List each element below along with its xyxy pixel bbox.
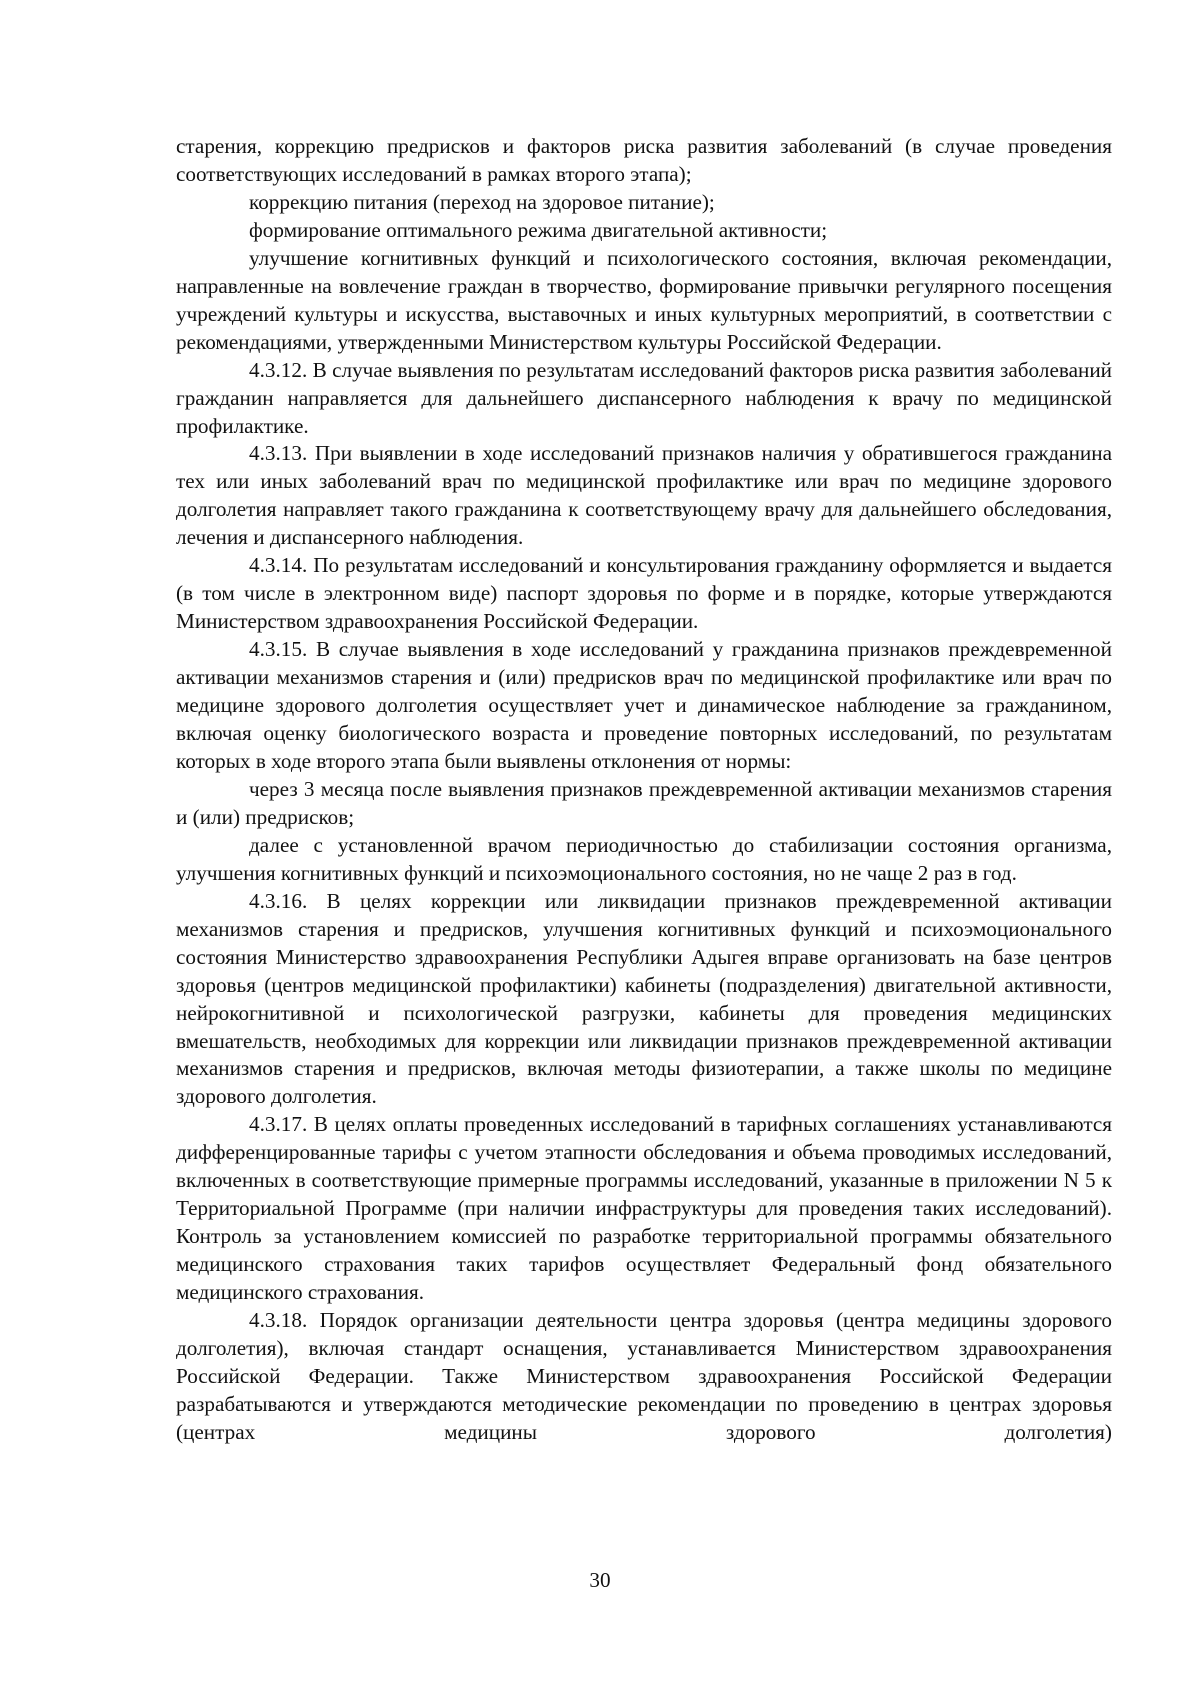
paragraph-after-3-months: через 3 месяца после выявления признаков преждевременной активации механизмов старения и (или) предрисков; [176, 776, 1112, 829]
paragraph-4-3-15: 4.3.15. В случае выявления в ходе исследований у гражданина признаков преждевременной активации механизмов старения и (или) предрисков врач по медицинской профилактике или врач по медицине здорового долголетия осуществляет учет и динамическое наблюдение за гражданином, включая оценку биологического возраста и проведение повторных исследований, по результатам которых в ходе второго этапа были выявлены отклонения от нормы: [176, 637, 1112, 773]
paragraph-4-3-17: 4.3.17. В целях оплаты проведенных исследований в тарифных соглашениях устанавливаются дифференцированные тарифы с учетом этапности обследования и объема проводимых исследований, включенных в соответствующие примерные программы исследований, указанные в приложении N 5 к Территориальной Программе (при наличии инфраструктуры для проведения таких исследований). Контроль за установлением комиссией по разработке территориальной программы обязательного медицинского страхования таких тарифов осуществляет Федеральный фонд обязательного медицинского страхования. [176, 1112, 1112, 1305]
page-number: 30 [589, 1568, 611, 1592]
paragraph-4-3-14: 4.3.14. По результатам исследований и консультирования гражданину оформляется и выдается (в том числе в электронном виде) паспорт здоровья по форме и в порядке, которые утверждаются Министерством здравоохранения Российской Федерации. [176, 553, 1112, 634]
paragraph-4-3-18: 4.3.18. Порядок организации деятельности центра здоровья (центра медицины здорового долголетия), включая стандарт оснащения, устанавливается Министерством здравоохранения Российской Федерации. Также Министерством здравоохранения Российской Федерации разрабатываются и утверждаются методические рекомендации по проведению в центрах здоровья (центрах медицины здорового долголетия) [176, 1308, 1112, 1444]
paragraph-periodic-follow-up: далее с установленной врачом периодичностью до стабилизации состояния организма, улучшения когнитивных функций и психоэмоционального состояния, но не чаще 2 раз в год. [176, 832, 1112, 885]
paragraph-4-3-16: 4.3.16. В целях коррекции или ликвидации признаков преждевременной активации механизмов старения и предрисков, улучшения когнитивных функций и психоэмоционального состояния Министерство здравоохранения Республики Адыгея вправе организовать на базе центров здоровья (центров медицинской профилактики) кабинеты (подразделения) двигательной активности, нейрокогнитивной и психологической разгрузки, кабинеты для проведения медицинских вмешательств, необходимых для коррекции или ликвидации признаков преждевременной активации механизмов старения и предрисков, включая методы физиотерапии, а также школы по медицине здорового долголетия. [176, 888, 1112, 1109]
paragraph-continuation: старения, коррекцию предрисков и факторов риска развития заболеваний (в случае проведения соответствующих исследований в рамках второго этапа); [176, 134, 1112, 186]
paragraph-4-3-12: 4.3.12. В случае выявления по результатам исследований факторов риска развития заболеваний гражданин направляется для дальнейшего диспансерного наблюдения к врачу по медицинской профилактике. [176, 357, 1112, 438]
paragraph-nutrition-correction: коррекцию питания (переход на здоровое питание); [249, 189, 715, 214]
paragraph-motor-activity: формирование оптимального режима двигательной активности; [249, 217, 828, 242]
document-body [176, 133, 1112, 1447]
paragraph-4-3-13: 4.3.13. При выявлении в ходе исследований признаков наличия у обратившегося гражданина тех или иных заболеваний врач по медицинской профилактике или врач по медицине здорового долголетия направляет такого гражданина к соответствующему врачу для дальнейшего обследования, лечения и диспансерного наблюдения. [176, 441, 1112, 550]
paragraph-cognitive-improvement: улучшение когнитивных функций и психологического состояния, включая рекомендации, направленные на вовлечение граждан в творчество, формирование привычки регулярного посещения учреждений культуры и искусства, выставочных и иных культурных мероприятий, в соответствии с рекомендациями, утвержденными Министерством культуры Российской Федерации. [176, 245, 1112, 354]
